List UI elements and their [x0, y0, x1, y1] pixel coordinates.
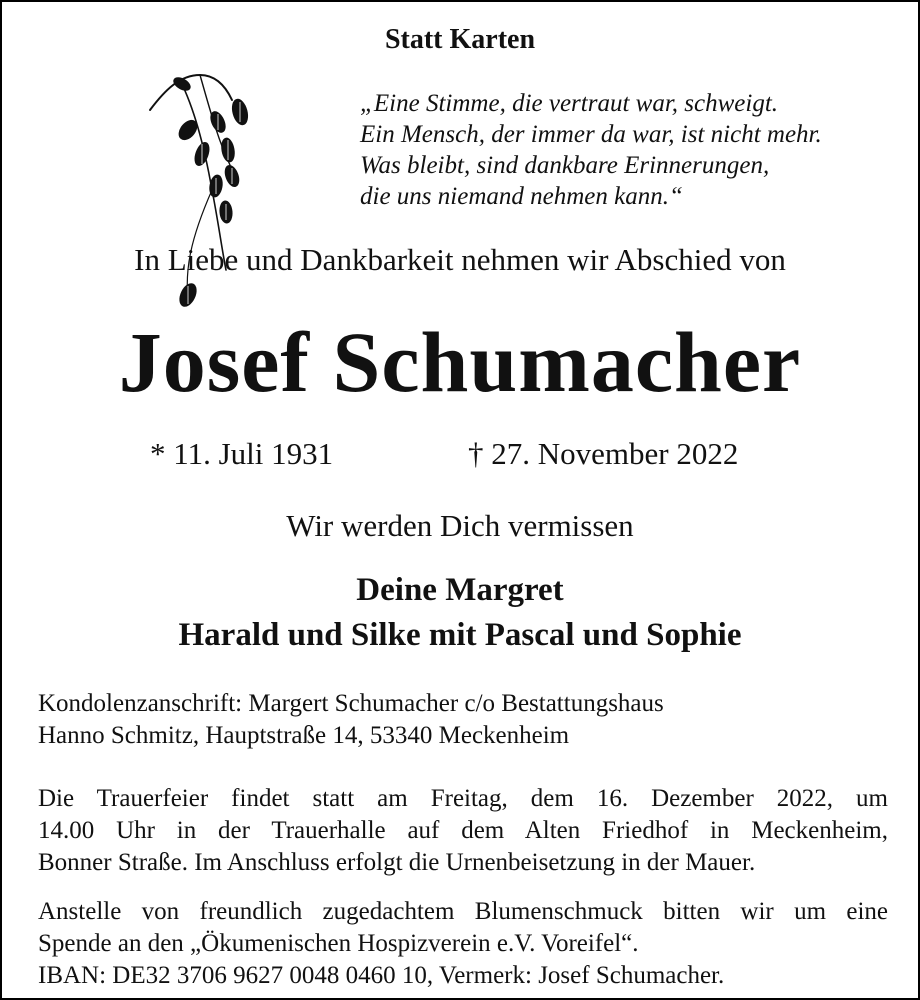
- birth-date: * 11. Juli 1931: [150, 436, 334, 471]
- family-line: Deine Margret: [356, 572, 564, 608]
- death-date: † 27. November 2022: [468, 436, 739, 471]
- condolence-line: Kondolenzanschrift: Margert Schumacher c/o Bestattungshaus: [38, 690, 664, 717]
- poem-line: Was bleibt, sind dankbare Erinnerungen,: [360, 152, 770, 179]
- poem-quote: [360, 88, 900, 212]
- donation-info: [38, 896, 888, 992]
- donation-line: Spende an den „Ökumenischen Hospizverein e.V. Voreifel“.: [38, 930, 639, 957]
- deceased-name: Josef Schumacher: [118, 314, 802, 410]
- funeral-line: Bonner Straße. Im Anschluss erfolgt die Urnenbeisetzung in der Mauer.: [38, 849, 756, 876]
- family-signatures: [2, 568, 918, 658]
- family-line: Harald und Silke mit Pascal und Sophie: [178, 617, 742, 653]
- funeral-line: 14.00 Uhr in der Trauerhalle auf dem Alten Friedhof in Meckenheim,: [38, 817, 888, 844]
- funeral-line: Die Trauerfeier findet statt am Freitag, dem 16. Dezember 2022, um: [38, 785, 888, 812]
- condolence-line: Hanno Schmitz, Hauptstraße 14, 53340 Meckenheim: [38, 722, 570, 749]
- poem-line: Ein Mensch, der immer da war, ist nicht mehr.: [360, 121, 822, 148]
- funeral-info: [38, 783, 888, 879]
- farewell-intro: In Liebe und Dankbarkeit nehmen wir Abschied von: [134, 242, 786, 277]
- donation-line: IBAN: DE32 3706 9627 0048 0460 10, Vermerk: Josef Schumacher.: [38, 962, 725, 989]
- birch-branch-icon: [140, 70, 260, 320]
- notice-header: Statt Karten: [384, 24, 536, 55]
- miss-you-line: Wir werden Dich vermissen: [286, 508, 634, 543]
- poem-line: die uns niemand nehmen kann.“: [360, 183, 683, 210]
- donation-line: Anstelle von freundlich zugedachtem Blumenschmuck bitten wir um eine: [38, 898, 888, 925]
- condolence-address: [38, 688, 888, 752]
- poem-line: „Eine Stimme, die vertraut war, schweigt.: [360, 90, 779, 117]
